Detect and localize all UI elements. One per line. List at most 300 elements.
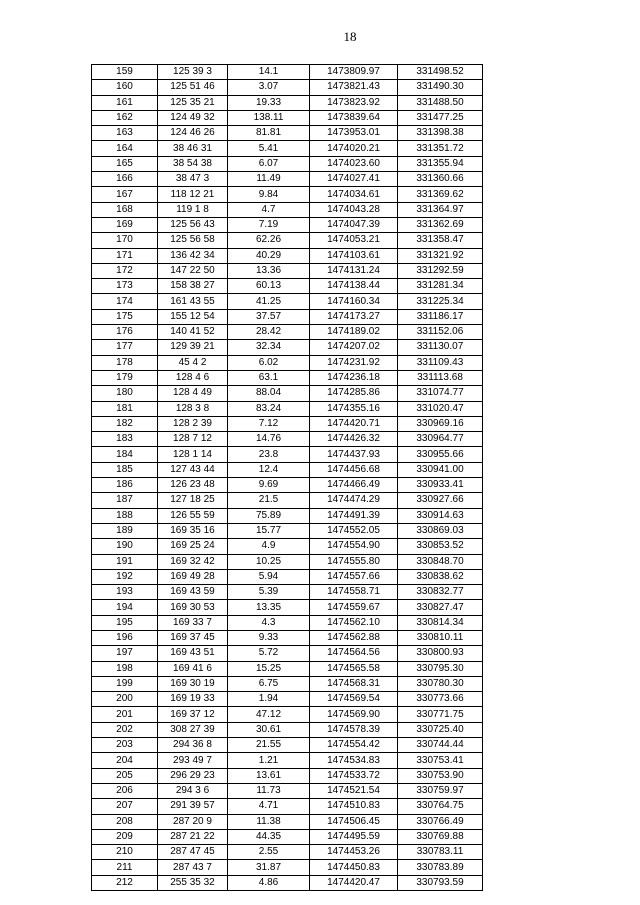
x-coordinate-cell: 1474285.86 — [310, 386, 398, 401]
distance-cell: 4.71 — [228, 799, 310, 814]
x-coordinate-cell: 1474456.68 — [310, 462, 398, 477]
point-number-cell: 203 — [92, 738, 158, 753]
y-coordinate-cell: 331020.47 — [398, 401, 483, 416]
table-row — [92, 707, 483, 722]
x-coordinate-cell: 1473821.43 — [310, 80, 398, 95]
distance-cell: 10.25 — [228, 554, 310, 569]
y-coordinate-cell: 331109.43 — [398, 355, 483, 370]
x-coordinate-cell: 1474568.31 — [310, 676, 398, 691]
x-coordinate-cell: 1474231.92 — [310, 355, 398, 370]
x-coordinate-cell: 1474506.45 — [310, 814, 398, 829]
table-row — [92, 65, 483, 80]
point-number-cell: 187 — [92, 493, 158, 508]
x-coordinate-cell: 1474562.10 — [310, 615, 398, 630]
x-coordinate-cell: 1474131.24 — [310, 263, 398, 278]
x-coordinate-cell: 1474562.88 — [310, 630, 398, 645]
point-number-cell: 212 — [92, 875, 158, 890]
distance-cell: 44.35 — [228, 829, 310, 844]
point-number-cell: 178 — [92, 355, 158, 370]
distance-cell: 5.41 — [228, 141, 310, 156]
x-coordinate-cell: 1474189.02 — [310, 325, 398, 340]
distance-cell: 32.34 — [228, 340, 310, 355]
x-coordinate-cell: 1474027.41 — [310, 172, 398, 187]
direction-angle-cell: 118 12 21 — [158, 187, 228, 202]
y-coordinate-cell: 330773.66 — [398, 692, 483, 707]
y-coordinate-cell: 330810.11 — [398, 630, 483, 645]
x-coordinate-cell: 1474053.21 — [310, 233, 398, 248]
direction-angle-cell: 125 56 58 — [158, 233, 228, 248]
direction-angle-cell: 169 30 19 — [158, 676, 228, 691]
x-coordinate-cell: 1474534.83 — [310, 753, 398, 768]
table-row — [92, 860, 483, 875]
direction-angle-cell: 38 54 38 — [158, 156, 228, 171]
table-row — [92, 80, 483, 95]
x-coordinate-cell: 1474207.02 — [310, 340, 398, 355]
point-number-cell: 163 — [92, 126, 158, 141]
table-row — [92, 263, 483, 278]
point-number-cell: 193 — [92, 585, 158, 600]
y-coordinate-cell: 330832.77 — [398, 585, 483, 600]
point-number-cell: 177 — [92, 340, 158, 355]
table-row — [92, 172, 483, 187]
x-coordinate-cell: 1474426.32 — [310, 432, 398, 447]
table-row — [92, 294, 483, 309]
table-row — [92, 110, 483, 125]
y-coordinate-cell: 330964.77 — [398, 432, 483, 447]
distance-cell: 83.24 — [228, 401, 310, 416]
direction-angle-cell: 293 49 7 — [158, 753, 228, 768]
distance-cell: 7.19 — [228, 217, 310, 232]
table-row — [92, 370, 483, 385]
table-row — [92, 478, 483, 493]
table-row — [92, 217, 483, 232]
direction-angle-cell: 287 21 22 — [158, 829, 228, 844]
point-number-cell: 200 — [92, 692, 158, 707]
x-coordinate-cell: 1474103.61 — [310, 248, 398, 263]
y-coordinate-cell: 330914.63 — [398, 508, 483, 523]
x-coordinate-cell: 1474491.39 — [310, 508, 398, 523]
x-coordinate-cell: 1474564.56 — [310, 646, 398, 661]
point-number-cell: 184 — [92, 447, 158, 462]
table-row — [92, 325, 483, 340]
y-coordinate-cell: 331362.69 — [398, 217, 483, 232]
point-number-cell: 176 — [92, 325, 158, 340]
x-coordinate-cell: 1474173.27 — [310, 309, 398, 324]
coordinate-table-body — [92, 65, 483, 891]
distance-cell: 62.26 — [228, 233, 310, 248]
point-number-cell: 194 — [92, 600, 158, 615]
table-row — [92, 126, 483, 141]
direction-angle-cell: 169 37 45 — [158, 630, 228, 645]
distance-cell: 5.94 — [228, 569, 310, 584]
table-row — [92, 630, 483, 645]
y-coordinate-cell: 330759.97 — [398, 783, 483, 798]
direction-angle-cell: 291 39 57 — [158, 799, 228, 814]
direction-angle-cell: 129 39 21 — [158, 340, 228, 355]
table-row — [92, 416, 483, 431]
point-number-cell: 209 — [92, 829, 158, 844]
x-coordinate-cell: 1474355.16 — [310, 401, 398, 416]
y-coordinate-cell: 331130.07 — [398, 340, 483, 355]
x-coordinate-cell: 1474034.61 — [310, 187, 398, 202]
table-row — [92, 554, 483, 569]
point-number-cell: 167 — [92, 187, 158, 202]
point-number-cell: 172 — [92, 263, 158, 278]
point-number-cell: 197 — [92, 646, 158, 661]
x-coordinate-cell: 1474453.26 — [310, 845, 398, 860]
distance-cell: 4.7 — [228, 202, 310, 217]
table-row — [92, 600, 483, 615]
table-row — [92, 814, 483, 829]
y-coordinate-cell: 331225.34 — [398, 294, 483, 309]
point-number-cell: 199 — [92, 676, 158, 691]
point-number-cell: 198 — [92, 661, 158, 676]
direction-angle-cell: 136 42 34 — [158, 248, 228, 263]
table-row — [92, 845, 483, 860]
distance-cell: 15.77 — [228, 523, 310, 538]
distance-cell: 4.86 — [228, 875, 310, 890]
table-row — [92, 753, 483, 768]
table-row — [92, 692, 483, 707]
distance-cell: 47.12 — [228, 707, 310, 722]
x-coordinate-cell: 1474557.66 — [310, 569, 398, 584]
point-number-cell: 174 — [92, 294, 158, 309]
page-number: 18 — [343, 29, 357, 44]
point-number-cell: 169 — [92, 217, 158, 232]
y-coordinate-cell: 331358.47 — [398, 233, 483, 248]
y-coordinate-cell: 330725.40 — [398, 722, 483, 737]
distance-cell: 4.3 — [228, 615, 310, 630]
distance-cell: 2.55 — [228, 845, 310, 860]
point-number-cell: 191 — [92, 554, 158, 569]
table-row — [92, 493, 483, 508]
x-coordinate-cell: 1474474.29 — [310, 493, 398, 508]
distance-cell: 37.57 — [228, 309, 310, 324]
x-coordinate-cell: 1474160.34 — [310, 294, 398, 309]
point-number-cell: 181 — [92, 401, 158, 416]
distance-cell: 6.02 — [228, 355, 310, 370]
y-coordinate-cell: 330793.59 — [398, 875, 483, 890]
table-row — [92, 615, 483, 630]
y-coordinate-cell: 330753.90 — [398, 768, 483, 783]
direction-angle-cell: 126 55 59 — [158, 508, 228, 523]
y-coordinate-cell: 331351.72 — [398, 141, 483, 156]
y-coordinate-cell: 330795.30 — [398, 661, 483, 676]
distance-cell: 21.55 — [228, 738, 310, 753]
direction-angle-cell: 169 25 24 — [158, 539, 228, 554]
x-coordinate-cell: 1474236.18 — [310, 370, 398, 385]
point-number-cell: 179 — [92, 370, 158, 385]
x-coordinate-cell: 1473953.01 — [310, 126, 398, 141]
distance-cell: 11.49 — [228, 172, 310, 187]
direction-angle-cell: 155 12 54 — [158, 309, 228, 324]
distance-cell: 15.25 — [228, 661, 310, 676]
x-coordinate-cell: 1473839.64 — [310, 110, 398, 125]
table-row — [92, 386, 483, 401]
table-row — [92, 799, 483, 814]
direction-angle-cell: 169 35 16 — [158, 523, 228, 538]
point-number-cell: 166 — [92, 172, 158, 187]
direction-angle-cell: 169 37 12 — [158, 707, 228, 722]
table-row — [92, 233, 483, 248]
direction-angle-cell: 45 4 2 — [158, 355, 228, 370]
distance-cell: 6.07 — [228, 156, 310, 171]
x-coordinate-cell: 1474020.21 — [310, 141, 398, 156]
point-number-cell: 205 — [92, 768, 158, 783]
distance-cell: 13.35 — [228, 600, 310, 615]
distance-cell: 11.38 — [228, 814, 310, 829]
direction-angle-cell: 119 1 8 — [158, 202, 228, 217]
distance-cell: 60.13 — [228, 279, 310, 294]
point-number-cell: 170 — [92, 233, 158, 248]
table-row — [92, 141, 483, 156]
point-number-cell: 211 — [92, 860, 158, 875]
point-number-cell: 204 — [92, 753, 158, 768]
point-number-cell: 186 — [92, 478, 158, 493]
y-coordinate-cell: 330933.41 — [398, 478, 483, 493]
x-coordinate-cell: 1474047.39 — [310, 217, 398, 232]
x-coordinate-cell: 1474043.28 — [310, 202, 398, 217]
distance-cell: 5.39 — [228, 585, 310, 600]
point-number-cell: 202 — [92, 722, 158, 737]
x-coordinate-cell: 1474559.67 — [310, 600, 398, 615]
point-number-cell: 165 — [92, 156, 158, 171]
x-coordinate-cell: 1474533.72 — [310, 768, 398, 783]
y-coordinate-cell: 331477.25 — [398, 110, 483, 125]
distance-cell: 9.33 — [228, 630, 310, 645]
table-row — [92, 539, 483, 554]
distance-cell: 9.84 — [228, 187, 310, 202]
table-row — [92, 738, 483, 753]
y-coordinate-cell: 331398.38 — [398, 126, 483, 141]
point-number-cell: 210 — [92, 845, 158, 860]
direction-angle-cell: 169 49 28 — [158, 569, 228, 584]
x-coordinate-cell: 1474023.60 — [310, 156, 398, 171]
distance-cell: 12.4 — [228, 462, 310, 477]
point-number-cell: 175 — [92, 309, 158, 324]
distance-cell: 14.1 — [228, 65, 310, 80]
direction-angle-cell: 126 23 48 — [158, 478, 228, 493]
y-coordinate-cell: 331360.66 — [398, 172, 483, 187]
y-coordinate-cell: 331292.59 — [398, 263, 483, 278]
y-coordinate-cell: 331074.77 — [398, 386, 483, 401]
y-coordinate-cell: 331369.62 — [398, 187, 483, 202]
direction-angle-cell: 169 43 59 — [158, 585, 228, 600]
direction-angle-cell: 128 3 8 — [158, 401, 228, 416]
direction-angle-cell: 127 18 25 — [158, 493, 228, 508]
y-coordinate-cell: 330827.47 — [398, 600, 483, 615]
y-coordinate-cell: 331152.06 — [398, 325, 483, 340]
y-coordinate-cell: 330853.52 — [398, 539, 483, 554]
distance-cell: 13.36 — [228, 263, 310, 278]
y-coordinate-cell: 330780.30 — [398, 676, 483, 691]
x-coordinate-cell: 1474555.80 — [310, 554, 398, 569]
point-number-cell: 190 — [92, 539, 158, 554]
table-row — [92, 447, 483, 462]
table-row — [92, 355, 483, 370]
table-row — [92, 432, 483, 447]
distance-cell: 7.12 — [228, 416, 310, 431]
point-number-cell: 171 — [92, 248, 158, 263]
x-coordinate-cell: 1474569.54 — [310, 692, 398, 707]
direction-angle-cell: 38 47 3 — [158, 172, 228, 187]
direction-angle-cell: 125 51 46 — [158, 80, 228, 95]
y-coordinate-cell: 330800.93 — [398, 646, 483, 661]
point-number-cell: 159 — [92, 65, 158, 80]
distance-cell: 63.1 — [228, 370, 310, 385]
point-number-cell: 162 — [92, 110, 158, 125]
y-coordinate-cell: 331281.34 — [398, 279, 483, 294]
y-coordinate-cell: 330838.62 — [398, 569, 483, 584]
y-coordinate-cell: 331113.68 — [398, 370, 483, 385]
x-coordinate-cell: 1474565.58 — [310, 661, 398, 676]
y-coordinate-cell: 331498.52 — [398, 65, 483, 80]
x-coordinate-cell: 1474466.49 — [310, 478, 398, 493]
table-row — [92, 523, 483, 538]
distance-cell: 30.61 — [228, 722, 310, 737]
y-coordinate-cell: 330753.41 — [398, 753, 483, 768]
x-coordinate-cell: 1474569.90 — [310, 707, 398, 722]
point-number-cell: 189 — [92, 523, 158, 538]
point-number-cell: 160 — [92, 80, 158, 95]
table-row — [92, 202, 483, 217]
table-row — [92, 340, 483, 355]
table-row — [92, 569, 483, 584]
distance-cell: 9.69 — [228, 478, 310, 493]
point-number-cell: 208 — [92, 814, 158, 829]
distance-cell: 88.04 — [228, 386, 310, 401]
point-number-cell: 207 — [92, 799, 158, 814]
y-coordinate-cell: 330955.66 — [398, 447, 483, 462]
distance-cell: 14.76 — [228, 432, 310, 447]
direction-angle-cell: 287 47 45 — [158, 845, 228, 860]
direction-angle-cell: 287 43 7 — [158, 860, 228, 875]
y-coordinate-cell: 330744.44 — [398, 738, 483, 753]
distance-cell: 6.75 — [228, 676, 310, 691]
direction-angle-cell: 140 41 52 — [158, 325, 228, 340]
distance-cell: 31.87 — [228, 860, 310, 875]
y-coordinate-cell: 331488.50 — [398, 95, 483, 110]
x-coordinate-cell: 1474554.90 — [310, 539, 398, 554]
distance-cell: 1.21 — [228, 753, 310, 768]
y-coordinate-cell: 330869.03 — [398, 523, 483, 538]
direction-angle-cell: 38 46 31 — [158, 141, 228, 156]
y-coordinate-cell: 330764.75 — [398, 799, 483, 814]
direction-angle-cell: 294 3 6 — [158, 783, 228, 798]
point-number-cell: 161 — [92, 95, 158, 110]
direction-angle-cell: 125 56 43 — [158, 217, 228, 232]
x-coordinate-cell: 1474420.71 — [310, 416, 398, 431]
y-coordinate-cell: 330783.11 — [398, 845, 483, 860]
x-coordinate-cell: 1474578.39 — [310, 722, 398, 737]
distance-cell: 21.5 — [228, 493, 310, 508]
direction-angle-cell: 128 4 6 — [158, 370, 228, 385]
x-coordinate-cell: 1474510.83 — [310, 799, 398, 814]
distance-cell: 41.25 — [228, 294, 310, 309]
x-coordinate-cell: 1474138.44 — [310, 279, 398, 294]
direction-angle-cell: 128 7 12 — [158, 432, 228, 447]
point-number-cell: 173 — [92, 279, 158, 294]
distance-cell: 40.29 — [228, 248, 310, 263]
x-coordinate-cell: 1473809.97 — [310, 65, 398, 80]
point-number-cell: 183 — [92, 432, 158, 447]
table-row — [92, 829, 483, 844]
distance-cell: 5.72 — [228, 646, 310, 661]
y-coordinate-cell: 331490.30 — [398, 80, 483, 95]
direction-angle-cell: 169 43 51 — [158, 646, 228, 661]
direction-angle-cell: 147 22 50 — [158, 263, 228, 278]
distance-cell: 28.42 — [228, 325, 310, 340]
point-number-cell: 185 — [92, 462, 158, 477]
direction-angle-cell: 124 49 32 — [158, 110, 228, 125]
distance-cell: 81.81 — [228, 126, 310, 141]
point-number-cell: 206 — [92, 783, 158, 798]
y-coordinate-cell: 330783.89 — [398, 860, 483, 875]
table-row — [92, 95, 483, 110]
distance-cell: 138.11 — [228, 110, 310, 125]
x-coordinate-cell: 1474558.71 — [310, 585, 398, 600]
direction-angle-cell: 169 33 7 — [158, 615, 228, 630]
table-row — [92, 187, 483, 202]
table-row — [92, 401, 483, 416]
distance-cell: 3.07 — [228, 80, 310, 95]
distance-cell: 4.9 — [228, 539, 310, 554]
y-coordinate-cell: 330814.34 — [398, 615, 483, 630]
y-coordinate-cell: 330771.75 — [398, 707, 483, 722]
direction-angle-cell: 127 43 44 — [158, 462, 228, 477]
table-row — [92, 156, 483, 171]
point-number-cell: 201 — [92, 707, 158, 722]
direction-angle-cell: 294 36 8 — [158, 738, 228, 753]
point-number-cell: 192 — [92, 569, 158, 584]
y-coordinate-cell: 331186.17 — [398, 309, 483, 324]
direction-angle-cell: 255 35 32 — [158, 875, 228, 890]
direction-angle-cell: 124 46 26 — [158, 126, 228, 141]
table-row — [92, 309, 483, 324]
table-row — [92, 783, 483, 798]
distance-cell: 19.33 — [228, 95, 310, 110]
coordinate-table — [91, 64, 483, 891]
table-row — [92, 508, 483, 523]
table-row — [92, 585, 483, 600]
table-row — [92, 768, 483, 783]
y-coordinate-cell: 330766.49 — [398, 814, 483, 829]
y-coordinate-cell: 331321.92 — [398, 248, 483, 263]
direction-angle-cell: 169 41 6 — [158, 661, 228, 676]
distance-cell: 1.94 — [228, 692, 310, 707]
y-coordinate-cell: 330941.00 — [398, 462, 483, 477]
table-row — [92, 248, 483, 263]
y-coordinate-cell: 330769.88 — [398, 829, 483, 844]
direction-angle-cell: 287 20 9 — [158, 814, 228, 829]
y-coordinate-cell: 331364.97 — [398, 202, 483, 217]
direction-angle-cell: 128 2 39 — [158, 416, 228, 431]
table-row — [92, 875, 483, 890]
table-row — [92, 722, 483, 737]
direction-angle-cell: 169 30 53 — [158, 600, 228, 615]
direction-angle-cell: 169 19 33 — [158, 692, 228, 707]
direction-angle-cell: 125 35 21 — [158, 95, 228, 110]
x-coordinate-cell: 1474521.54 — [310, 783, 398, 798]
x-coordinate-cell: 1473823.92 — [310, 95, 398, 110]
x-coordinate-cell: 1474420.47 — [310, 875, 398, 890]
x-coordinate-cell: 1474554.42 — [310, 738, 398, 753]
x-coordinate-cell: 1474450.83 — [310, 860, 398, 875]
table-row — [92, 676, 483, 691]
table-row — [92, 646, 483, 661]
x-coordinate-cell: 1474495.59 — [310, 829, 398, 844]
direction-angle-cell: 296 29 23 — [158, 768, 228, 783]
